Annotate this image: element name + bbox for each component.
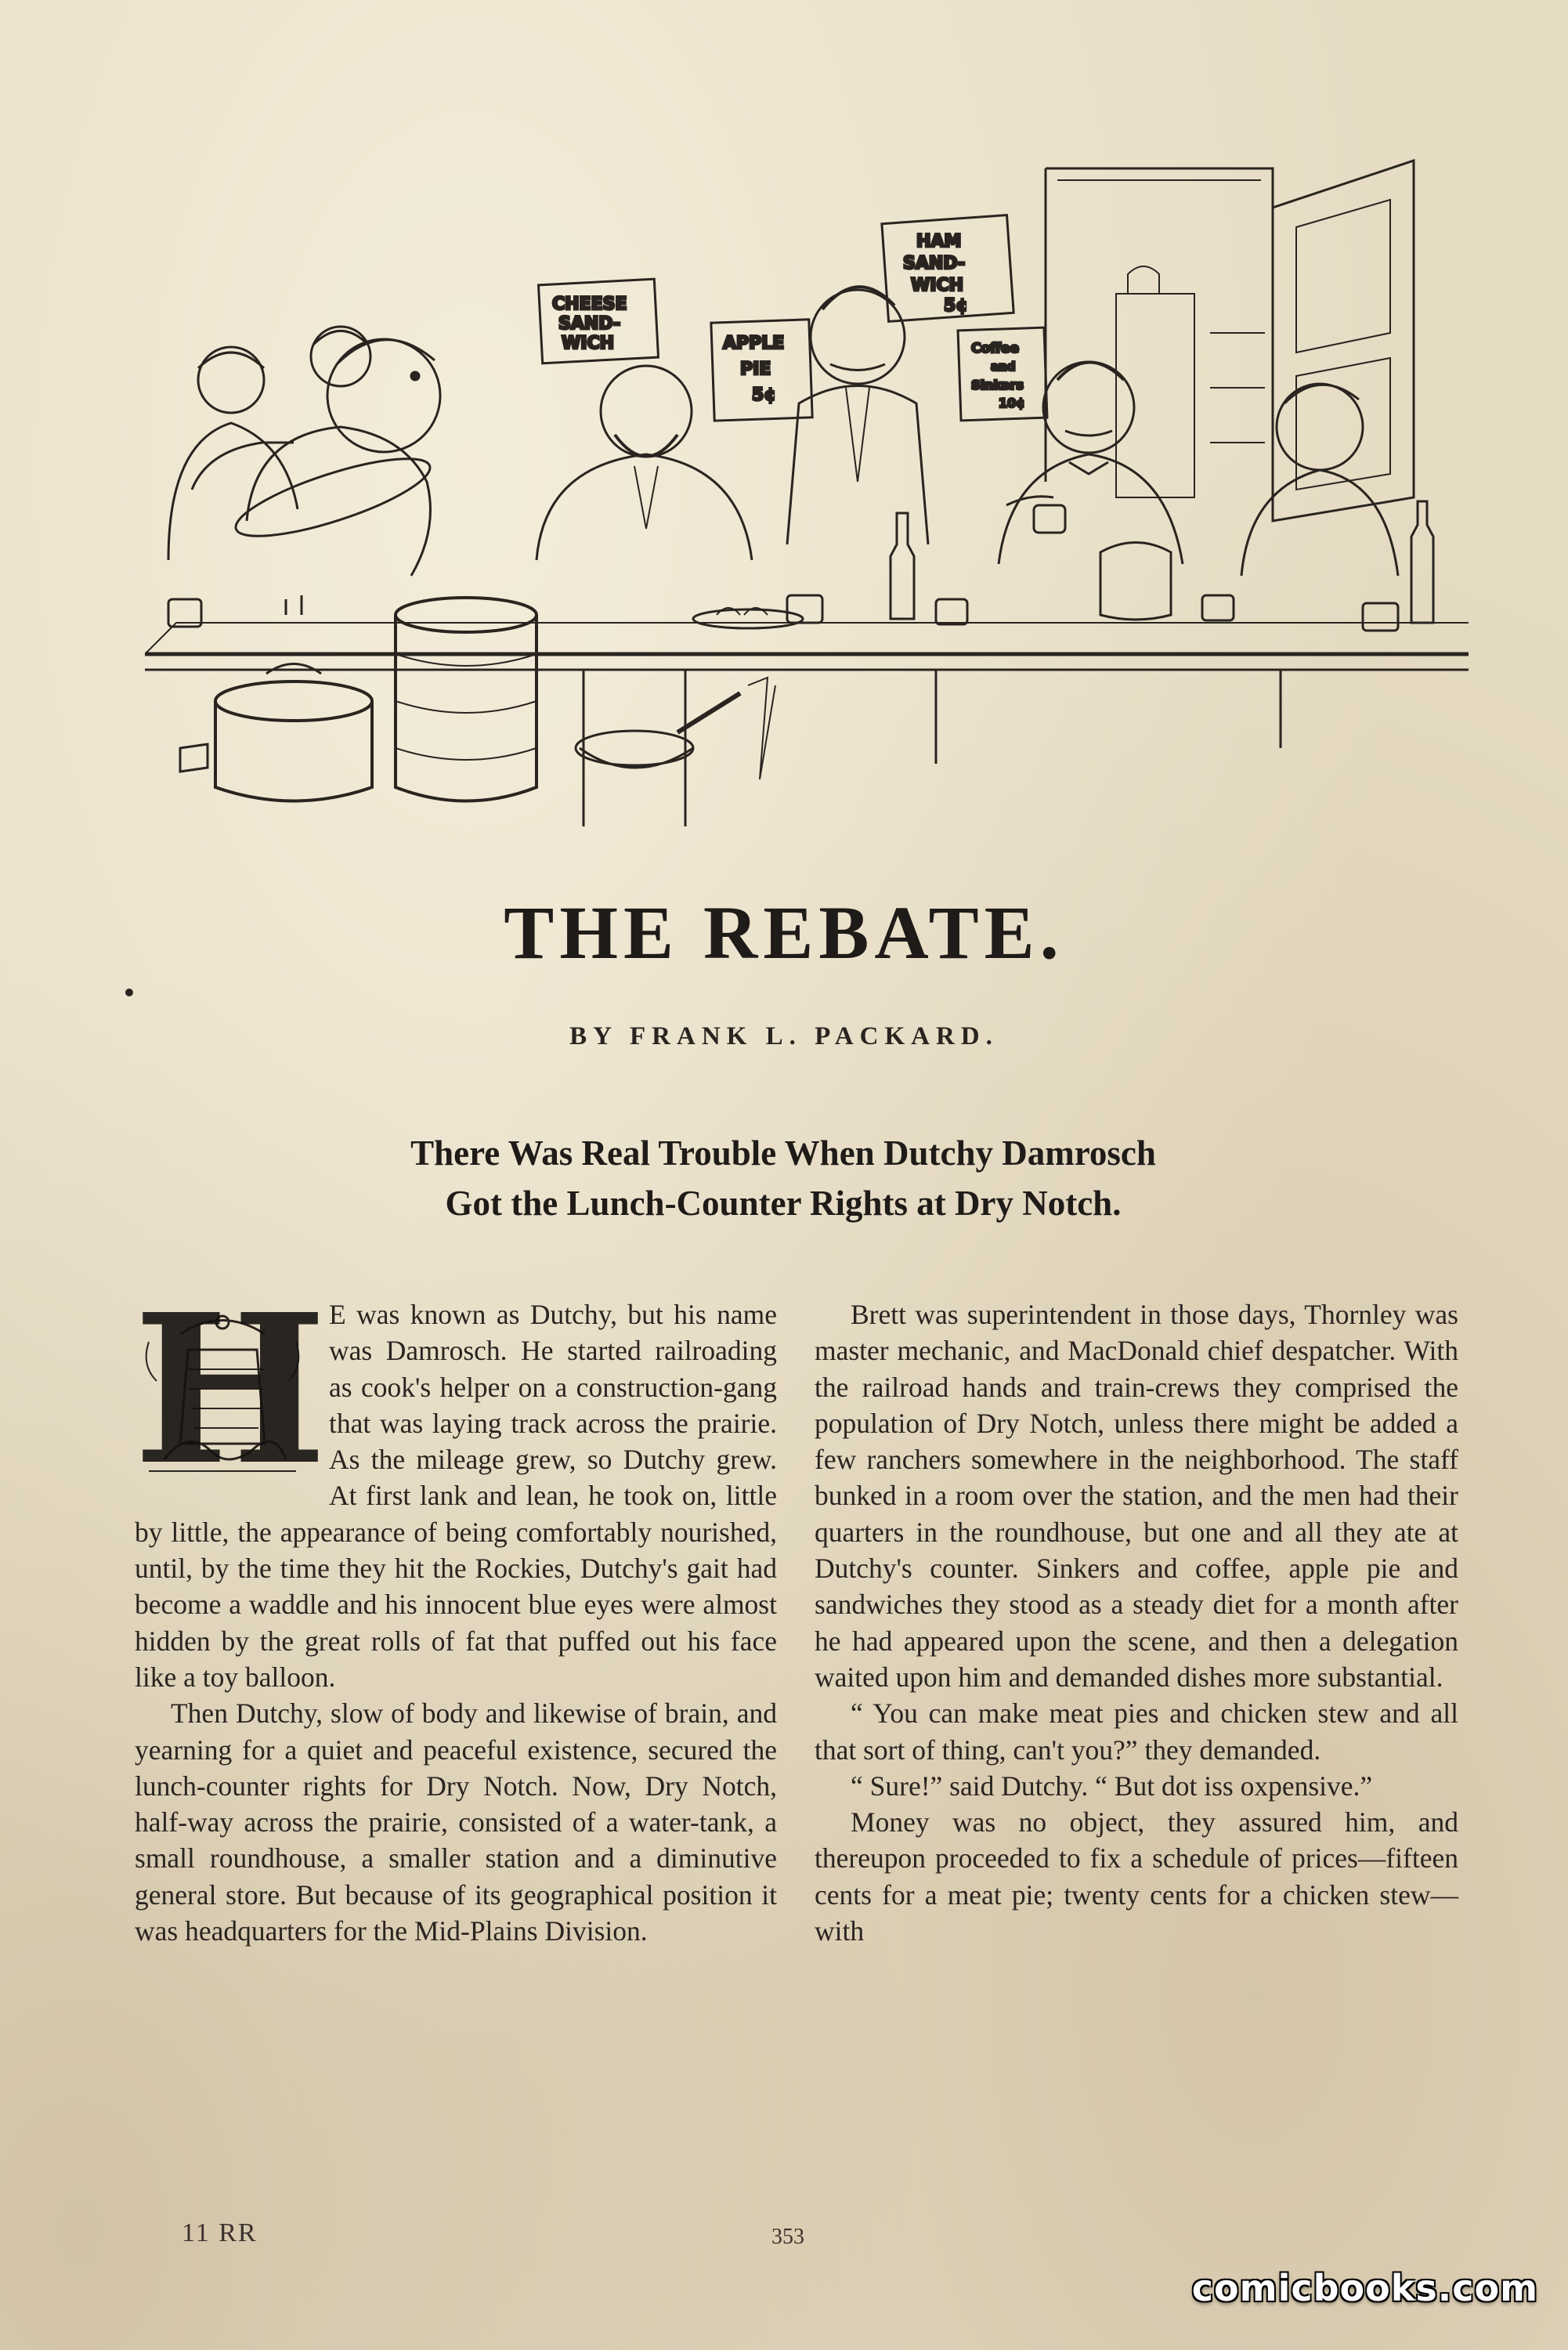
svg-text:Coffee: Coffee xyxy=(971,341,1019,356)
svg-text:APPLE: APPLE xyxy=(723,334,785,353)
lunch-counter-illustration xyxy=(145,153,1469,826)
watermark-logo: comicbooks.com xyxy=(1191,2267,1538,2309)
coffee-sinkers-sign xyxy=(971,341,1024,410)
paragraph-4: “ You can make meat pies and chicken stew and all that sort of thing, can't you?” they demanded. xyxy=(815,1697,1458,1766)
svg-text:Sinkers: Sinkers xyxy=(971,378,1024,392)
article-column-left xyxy=(133,1269,777,1949)
svg-text:SAND-: SAND- xyxy=(558,314,621,334)
svg-text:and: and xyxy=(991,360,1016,374)
paragraph-5: “ Sure!” said Dutchy. “ But dot iss oxpensive.” xyxy=(851,1770,1373,1802)
svg-text:WICH: WICH xyxy=(562,334,615,353)
paragraph-2: Then Dutchy, slow of body and likewise of brain, and yearning for a quiet and peaceful existence, secured the lunch-counter rights for Dry Notch. Now, Dry Notch, half-way across the prairie, consisted of a water-tank, a small roundhouse, a smaller station and a diminutive general store. But because of its geographical position it was headquarters for the Mid-Plains Division. xyxy=(135,1697,777,1947)
article-column-right xyxy=(815,1296,1458,1949)
svg-text:SAND-: SAND- xyxy=(903,254,966,273)
cheese-sandwich-sign xyxy=(552,295,627,353)
subtitle-line-2: Got the Lunch-Counter Rights at Dry Notch. xyxy=(445,1184,1122,1223)
paragraph-1 xyxy=(133,1269,777,1695)
apple-pie-sign xyxy=(723,334,784,405)
svg-text:5¢: 5¢ xyxy=(752,385,776,405)
svg-text:10¢: 10¢ xyxy=(999,396,1025,410)
svg-text:PIE: PIE xyxy=(740,360,771,379)
svg-text:HAM: HAM xyxy=(916,232,962,251)
subtitle xyxy=(235,1128,1331,1228)
drop-cap xyxy=(133,1269,327,1510)
byline: BY FRANK L. PACKARD. xyxy=(569,1022,999,1050)
paragraph-6: Money was no object, they assured him, and thereupon proceeded to fix a schedule of prices—fifteen cents for a meat pie; twenty cents for a chicken stew—with xyxy=(815,1806,1458,1947)
ink-speck xyxy=(125,989,133,996)
article-title: THE REBATE. xyxy=(504,891,1064,974)
svg-text:5¢: 5¢ xyxy=(944,296,968,316)
subtitle-line-1: There Was Real Trouble When Dutchy Damrosch xyxy=(410,1133,1156,1173)
drop-cap-letter: H xyxy=(133,1269,327,1510)
ham-sandwich-sign xyxy=(903,232,968,316)
paragraph-1-text: E was known as Dutchy, but his name was Damrosch. He started railroading as cook's helper on a construction-gang that was laying track across the prairie. As the mileage grew, so Dutchy grew. At first lank and lean, he took on, little by little, the appearance of being comfortably nourished, until, by the time they hit the Rockies, Dutchy's gait had become a waddle and his innocent blue eyes were almost hidden by the great rolls of fat that puffed out his face like a toy balloon. xyxy=(135,1299,777,1693)
svg-text:WICH: WICH xyxy=(911,276,964,295)
signature-mark: 11 RR xyxy=(182,2218,258,2247)
coffee-pot-ornament-icon xyxy=(133,1303,312,1479)
paragraph-3: Brett was superintendent in those days, Thornley was master mechanic, and MacDonald chief despatcher. With the railroad hands and train-crews they comprised the population of Dry Notch, unless there might be added a few ranchers somewhere in the neighborhood. The staff bunked in a room over the station, and the men had their quarters in the roundhouse, but one and all they ate at Dutchy's counter. Sinkers and coffee, apple pie and sandwiches they stood as a steady diet for a month after he had appeared upon the scene, and then a delegation waited upon him and demanded dishes more substantial. xyxy=(815,1299,1458,1693)
svg-text:CHEESE: CHEESE xyxy=(552,295,627,314)
page-number: 353 xyxy=(771,2225,804,2249)
